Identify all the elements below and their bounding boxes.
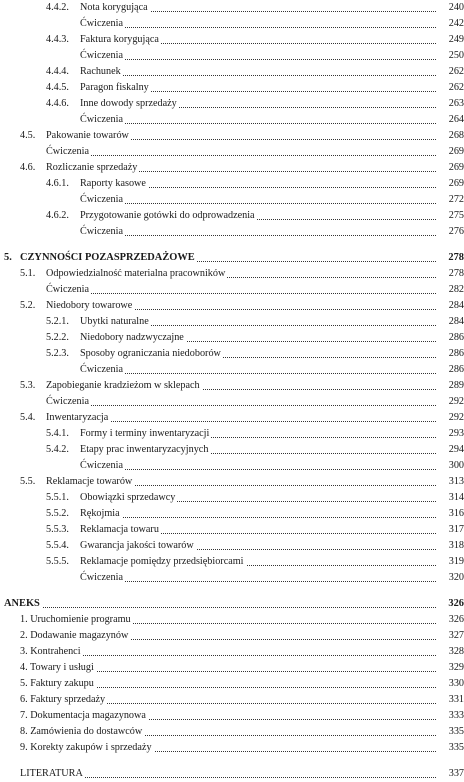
toc-entry[interactable]: [0, 224, 464, 240]
toc-entry-title: Niedobory towarowe: [46, 298, 134, 314]
toc-entry-page: 250: [438, 48, 464, 64]
dot-leader: [80, 59, 436, 60]
toc-entry-page: 275: [438, 208, 464, 224]
toc-entry-title: Nota korygująca: [80, 0, 150, 16]
toc-entry-page: 269: [438, 160, 464, 176]
toc-entry-page: 284: [438, 298, 464, 314]
toc-entry-page: 268: [438, 128, 464, 144]
toc-entry-title: Ćwiczenia: [80, 48, 125, 64]
toc-entry-number: 5.5.5.: [46, 554, 69, 570]
toc-entry-page: 249: [438, 32, 464, 48]
toc-entry-title: 5. Faktury zakupu: [20, 676, 96, 692]
toc-entry-title: 3. Kontrahenci: [20, 644, 83, 660]
toc-entry[interactable]: [0, 644, 464, 660]
toc-entry-number: 5.2.1.: [46, 314, 69, 330]
toc-entry-page: 335: [438, 724, 464, 740]
toc-entry-page: 316: [438, 506, 464, 522]
toc-entry[interactable]: [0, 766, 464, 782]
toc-entry-title: 1. Uruchomienie programu: [20, 612, 133, 628]
toc-entry-number: 4.4.2.: [46, 0, 69, 16]
toc-entry-page: 326: [438, 596, 464, 612]
toc-entry[interactable]: [0, 740, 464, 756]
toc-entry[interactable]: [0, 442, 464, 458]
toc-entry-page: 300: [438, 458, 464, 474]
toc-entry-number: 5.: [4, 250, 12, 266]
toc-entry[interactable]: [0, 250, 464, 266]
toc-entry[interactable]: [0, 426, 464, 442]
dot-leader: [80, 469, 436, 470]
toc-entry-title: ANEKS: [4, 596, 42, 612]
toc-entry-page: 317: [438, 522, 464, 538]
dot-leader: [80, 373, 436, 374]
toc-entry-title: Przygotowanie gotówki do odprowadzenia: [80, 208, 257, 224]
toc-entry[interactable]: [0, 378, 464, 394]
toc-entry-title: LITERATURA: [20, 766, 85, 782]
toc-entry-title: Pakowanie towarów: [46, 128, 131, 144]
toc-entry[interactable]: [0, 208, 464, 224]
toc-entry[interactable]: [0, 266, 464, 282]
toc-entry[interactable]: [0, 692, 464, 708]
toc-entry[interactable]: [0, 0, 464, 16]
toc-entry[interactable]: [0, 490, 464, 506]
toc-entry-page: 269: [438, 176, 464, 192]
dot-leader: [4, 607, 436, 608]
toc-entry-title: Inne dowody sprzedaży: [80, 96, 179, 112]
toc-entry-title: Ćwiczenia: [80, 224, 125, 240]
toc-entry-page: 320: [438, 570, 464, 586]
toc-entry-title: Faktura korygująca: [80, 32, 161, 48]
toc-entry-page: 326: [438, 612, 464, 628]
toc-entry-title: Ćwiczenia: [80, 112, 125, 128]
toc-entry[interactable]: [0, 458, 464, 474]
toc-entry-number: 4.6.1.: [46, 176, 69, 192]
toc-entry[interactable]: [0, 80, 464, 96]
toc-entry-title: 8. Zamówienia do dostawców: [20, 724, 144, 740]
toc-entry-page: 240: [438, 0, 464, 16]
toc-entry[interactable]: [0, 474, 464, 490]
toc-entry-page: 276: [438, 224, 464, 240]
toc-entry[interactable]: [0, 282, 464, 298]
toc-entry-number: 5.5.: [20, 474, 35, 490]
toc-entry-title: Ćwiczenia: [46, 144, 91, 160]
toc-entry-title: Ćwiczenia: [46, 394, 91, 410]
dot-leader: [80, 75, 436, 76]
toc-entry-page: 313: [438, 474, 464, 490]
toc-entry-number: 5.4.2.: [46, 442, 69, 458]
dot-leader: [80, 27, 436, 28]
toc-entry-page: 292: [438, 410, 464, 426]
toc-entry-title: Rozliczanie sprzedaży: [46, 160, 139, 176]
dot-leader: [46, 293, 436, 294]
toc-entry-number: 5.5.1.: [46, 490, 69, 506]
toc-entry-title: Ćwiczenia: [80, 192, 125, 208]
toc-entry-page: 293: [438, 426, 464, 442]
toc-entry-page: 292: [438, 394, 464, 410]
toc-entry[interactable]: [0, 192, 464, 208]
toc-entry[interactable]: [0, 676, 464, 692]
toc-entry-title: Ćwiczenia: [80, 16, 125, 32]
toc-entry-page: 286: [438, 362, 464, 378]
toc-entry-title: Niedobory nadzwyczajne: [80, 330, 186, 346]
toc-entry-title: Odpowiedzialność materialna pracowników: [46, 266, 227, 282]
toc-entry-page: 330: [438, 676, 464, 692]
toc-entry-title: CZYNNOŚCI POZASPRZEDAŻOWE: [20, 250, 197, 266]
toc-entry[interactable]: [0, 64, 464, 80]
toc-entry-page: 286: [438, 330, 464, 346]
toc-entry[interactable]: [0, 96, 464, 112]
toc-entry[interactable]: [0, 298, 464, 314]
toc-entry-number: 5.5.3.: [46, 522, 69, 538]
toc-entry-number: 5.2.: [20, 298, 35, 314]
toc-entry-page: 294: [438, 442, 464, 458]
toc-entry-page: 282: [438, 282, 464, 298]
toc-entry[interactable]: [0, 506, 464, 522]
toc-entry-title: Paragon fiskalny: [80, 80, 151, 96]
toc-entry-title: 7. Dokumentacja magazynowa: [20, 708, 148, 724]
toc-entry[interactable]: [0, 346, 464, 362]
toc-entry[interactable]: [0, 708, 464, 724]
toc-entry-number: 4.6.: [20, 160, 35, 176]
toc-entry-page: 289: [438, 378, 464, 394]
toc-entry-title: Sposoby ograniczania niedoborów: [80, 346, 223, 362]
toc-entry-number: 4.4.6.: [46, 96, 69, 112]
toc-entry-page: 269: [438, 144, 464, 160]
toc-entry-number: 5.5.2.: [46, 506, 69, 522]
toc-entry-title: Gwarancja jakości towarów: [80, 538, 196, 554]
toc-entry-number: 4.5.: [20, 128, 35, 144]
toc-entry-page: 264: [438, 112, 464, 128]
toc-entry-title: Reklamacja towaru: [80, 522, 161, 538]
toc-entry-title: Ćwiczenia: [80, 362, 125, 378]
toc-entry-title: Ćwiczenia: [80, 458, 125, 474]
toc-entry-number: 4.4.3.: [46, 32, 69, 48]
toc-entry-page: 242: [438, 16, 464, 32]
toc-entry-title: 9. Korekty zakupów i sprzedaży: [20, 740, 154, 756]
toc-entry-number: 4.4.4.: [46, 64, 69, 80]
toc-entry-title: Etapy prac inwentaryzacyjnych: [80, 442, 210, 458]
toc-entry-title: Ubytki naturalne: [80, 314, 151, 330]
dot-leader: [46, 155, 436, 156]
toc-entry-number: 5.1.: [20, 266, 35, 282]
toc-entry-page: 333: [438, 708, 464, 724]
toc-entry-title: Rachunek: [80, 64, 123, 80]
toc-entry[interactable]: [0, 596, 464, 612]
toc-entry-page: 278: [438, 250, 464, 266]
toc-entry[interactable]: [0, 144, 464, 160]
toc-entry-title: Zapobieganie kradzieżom w sklepach: [46, 378, 202, 394]
toc-entry-page: 329: [438, 660, 464, 676]
toc-entry-title: Raporty kasowe: [80, 176, 148, 192]
toc-entry-title: 4. Towary i usługi: [20, 660, 96, 676]
toc-entry[interactable]: [0, 112, 464, 128]
toc-entry-page: 278: [438, 266, 464, 282]
toc-entry-number: 4.6.2.: [46, 208, 69, 224]
toc-entry-title: Rękojmia: [80, 506, 122, 522]
toc-entry[interactable]: [0, 570, 464, 586]
toc-entry[interactable]: [0, 724, 464, 740]
toc-entry[interactable]: [0, 394, 464, 410]
toc-entry-number: 4.4.5.: [46, 80, 69, 96]
toc-entry[interactable]: [0, 522, 464, 538]
dot-leader: [80, 581, 436, 582]
toc-entry-page: 327: [438, 628, 464, 644]
toc-entry[interactable]: [0, 160, 464, 176]
dot-leader: [80, 235, 436, 236]
toc-entry-number: 5.2.3.: [46, 346, 69, 362]
toc-entry-title: 2. Dodawanie magazynów: [20, 628, 130, 644]
toc-entry[interactable]: [0, 176, 464, 192]
toc-entry-number: 5.4.: [20, 410, 35, 426]
toc-entry-page: 314: [438, 490, 464, 506]
toc-entry[interactable]: [0, 628, 464, 644]
toc-entry-page: 318: [438, 538, 464, 554]
toc-entry[interactable]: [0, 410, 464, 426]
toc-entry[interactable]: [0, 554, 464, 570]
toc-entry-number: 5.4.1.: [46, 426, 69, 442]
toc-entry-title: Ćwiczenia: [46, 282, 91, 298]
toc-entry-title: Formy i terminy inwentaryzacji: [80, 426, 211, 442]
dot-leader: [80, 203, 436, 204]
toc-entry-title: Obowiązki sprzedawcy: [80, 490, 177, 506]
dot-leader: [80, 517, 436, 518]
toc-entry[interactable]: [0, 538, 464, 554]
toc-entry[interactable]: [0, 48, 464, 64]
toc-entry-page: 328: [438, 644, 464, 660]
toc-entry-page: 331: [438, 692, 464, 708]
toc-entry-number: 5.2.2.: [46, 330, 69, 346]
toc-entry-title: 6. Faktury sprzedaży: [20, 692, 107, 708]
toc-entry-title: Inwentaryzacja: [46, 410, 110, 426]
toc-entry[interactable]: [0, 362, 464, 378]
toc-entry[interactable]: [0, 32, 464, 48]
toc-entry-title: Reklamacje pomiędzy przedsiębiorcami: [80, 554, 246, 570]
dot-leader: [46, 405, 436, 406]
toc-entry-page: 284: [438, 314, 464, 330]
toc-entry-title: Ćwiczenia: [80, 570, 125, 586]
toc-entry-page: 262: [438, 80, 464, 96]
toc-entry-number: 5.3.: [20, 378, 35, 394]
toc-entry[interactable]: [0, 16, 464, 32]
toc-entry-page: 337: [438, 766, 464, 782]
toc-entry-page: 319: [438, 554, 464, 570]
toc-entry[interactable]: [0, 128, 464, 144]
toc-entry-number: 5.5.4.: [46, 538, 69, 554]
toc-entry-page: 272: [438, 192, 464, 208]
dot-leader: [80, 123, 436, 124]
toc-entry[interactable]: [0, 314, 464, 330]
toc-entry[interactable]: [0, 330, 464, 346]
toc-entry-title: Reklamacje towarów: [46, 474, 134, 490]
toc-entry-page: 263: [438, 96, 464, 112]
toc-entry-page: 335: [438, 740, 464, 756]
toc-entry[interactable]: [0, 612, 464, 628]
toc-entry-page: 262: [438, 64, 464, 80]
toc-entry[interactable]: [0, 660, 464, 676]
toc-entry-page: 286: [438, 346, 464, 362]
